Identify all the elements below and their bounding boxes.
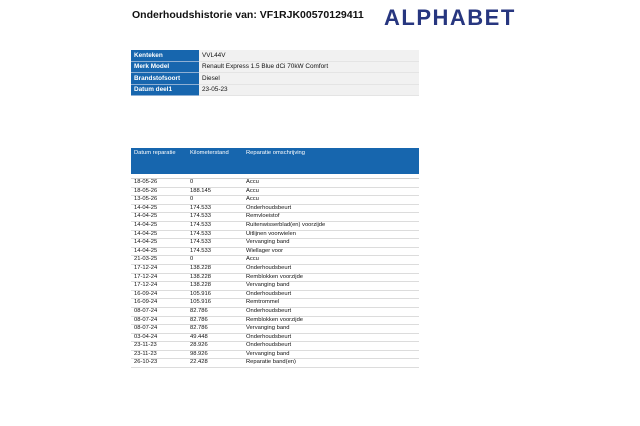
cell-mileage: 138.228 — [187, 273, 243, 282]
cell-description: Onderhoudsbeurt — [243, 333, 419, 342]
cell-date: 13-05-26 — [131, 196, 187, 205]
cell-mileage: 0 — [187, 179, 243, 188]
cell-date: 23-11-23 — [131, 350, 187, 359]
cell-description: Remtrommel — [243, 299, 419, 308]
cell-date: 17-12-24 — [131, 282, 187, 291]
info-label: Brandstofsoort — [131, 73, 199, 85]
table-row — [131, 196, 419, 205]
cell-mileage: 0 — [187, 196, 243, 205]
cell-mileage: 174.533 — [187, 230, 243, 239]
cell-description: Uitlijnen voorwielen — [243, 230, 419, 239]
table-row — [131, 325, 419, 334]
cell-description: Accu — [243, 179, 419, 188]
cell-description: Onderhoudsbeurt — [243, 204, 419, 213]
table-row — [131, 316, 419, 325]
info-value: Diesel — [199, 73, 419, 85]
cell-mileage: 82.786 — [187, 316, 243, 325]
cell-mileage: 98.926 — [187, 350, 243, 359]
vehicle-info-table — [131, 50, 419, 96]
table-row — [131, 359, 419, 368]
table-row — [131, 290, 419, 299]
table-row — [131, 342, 419, 351]
cell-date: 17-12-24 — [131, 273, 187, 282]
table-row — [131, 256, 419, 265]
cell-mileage: 82.786 — [187, 307, 243, 316]
cell-date: 18-05-26 — [131, 179, 187, 188]
table-row — [131, 264, 419, 273]
cell-description: Reparatie band(en) — [243, 359, 419, 368]
table-row — [131, 230, 419, 239]
cell-mileage: 174.533 — [187, 204, 243, 213]
cell-mileage: 82.786 — [187, 325, 243, 334]
cell-description: Remblokken voorzijde — [243, 273, 419, 282]
info-label: Datum deel1 — [131, 84, 199, 96]
table-row — [131, 204, 419, 213]
column-header-date: Datum reparatie — [131, 148, 187, 174]
table-row — [131, 307, 419, 316]
cell-mileage: 138.228 — [187, 282, 243, 291]
cell-date: 26-10-23 — [131, 359, 187, 368]
cell-mileage: 174.533 — [187, 221, 243, 230]
cell-date: 21-03-25 — [131, 256, 187, 265]
cell-description: Vervanging band — [243, 282, 419, 291]
cell-description: Wiellager voor — [243, 247, 419, 256]
cell-date: 23-11-23 — [131, 342, 187, 351]
table-row — [131, 221, 419, 230]
cell-description: Vervanging band — [243, 239, 419, 248]
info-value: VVL44V — [199, 50, 419, 61]
cell-date: 08-07-24 — [131, 316, 187, 325]
cell-description: Onderhoudsbeurt — [243, 307, 419, 316]
cell-mileage: 138.228 — [187, 264, 243, 273]
table-row — [131, 273, 419, 282]
cell-description: Onderhoudsbeurt — [243, 342, 419, 351]
cell-date: 16-09-24 — [131, 299, 187, 308]
table-row — [131, 239, 419, 248]
cell-date: 17-12-24 — [131, 264, 187, 273]
cell-description: Onderhoudsbeurt — [243, 264, 419, 273]
cell-description: Remblokken voorzijde — [243, 316, 419, 325]
table-row — [131, 299, 419, 308]
cell-description: Accu — [243, 196, 419, 205]
table-row — [131, 350, 419, 359]
cell-date: 14-04-25 — [131, 204, 187, 213]
table-row — [131, 187, 419, 196]
cell-description: Ruitenwisserblad(en) voorzijde — [243, 221, 419, 230]
cell-description: Vervanging band — [243, 325, 419, 334]
info-row — [131, 73, 419, 85]
cell-mileage: 28.926 — [187, 342, 243, 351]
column-header-mileage: Kilometerstand — [187, 148, 243, 174]
table-header-row — [131, 148, 419, 174]
cell-date: 03-04-24 — [131, 333, 187, 342]
cell-description: Onderhoudsbeurt — [243, 290, 419, 299]
cell-date: 16-09-24 — [131, 290, 187, 299]
cell-date: 14-04-25 — [131, 247, 187, 256]
table-row — [131, 247, 419, 256]
cell-description: Remvloeistof — [243, 213, 419, 222]
cell-mileage: 49.448 — [187, 333, 243, 342]
cell-mileage: 174.533 — [187, 213, 243, 222]
table-row — [131, 213, 419, 222]
column-header-description: Reparatie omschrijving — [243, 148, 419, 174]
table-row — [131, 179, 419, 188]
table-row — [131, 333, 419, 342]
page-title: Onderhoudshistorie van: VF1RJK00570129411 — [132, 9, 364, 21]
alphabet-logo: ALPHABET — [384, 5, 516, 30]
cell-description: Accu — [243, 187, 419, 196]
cell-description: Vervanging band — [243, 350, 419, 359]
cell-mileage: 174.533 — [187, 239, 243, 248]
cell-date: 14-04-25 — [131, 230, 187, 239]
info-value: Renault Express 1.5 Blue dCi 70kW Comfort — [199, 61, 419, 73]
cell-date: 18-05-26 — [131, 187, 187, 196]
cell-mileage: 188.145 — [187, 187, 243, 196]
cell-description: Accu — [243, 256, 419, 265]
repair-history-table — [131, 148, 419, 368]
cell-date: 14-04-25 — [131, 239, 187, 248]
cell-mileage: 105.916 — [187, 290, 243, 299]
cell-mileage: 174.533 — [187, 247, 243, 256]
info-label: Kenteken — [131, 50, 199, 61]
cell-date: 14-04-25 — [131, 213, 187, 222]
info-value: 23-05-23 — [199, 84, 419, 96]
cell-mileage: 105.916 — [187, 299, 243, 308]
info-label: Merk Model — [131, 61, 199, 73]
cell-mileage: 22.428 — [187, 359, 243, 368]
cell-date: 08-07-24 — [131, 307, 187, 316]
cell-date: 14-04-25 — [131, 221, 187, 230]
cell-date: 08-07-24 — [131, 325, 187, 334]
table-row — [131, 282, 419, 291]
info-row — [131, 84, 419, 96]
info-row — [131, 50, 419, 61]
cell-mileage: 0 — [187, 256, 243, 265]
info-row — [131, 61, 419, 73]
